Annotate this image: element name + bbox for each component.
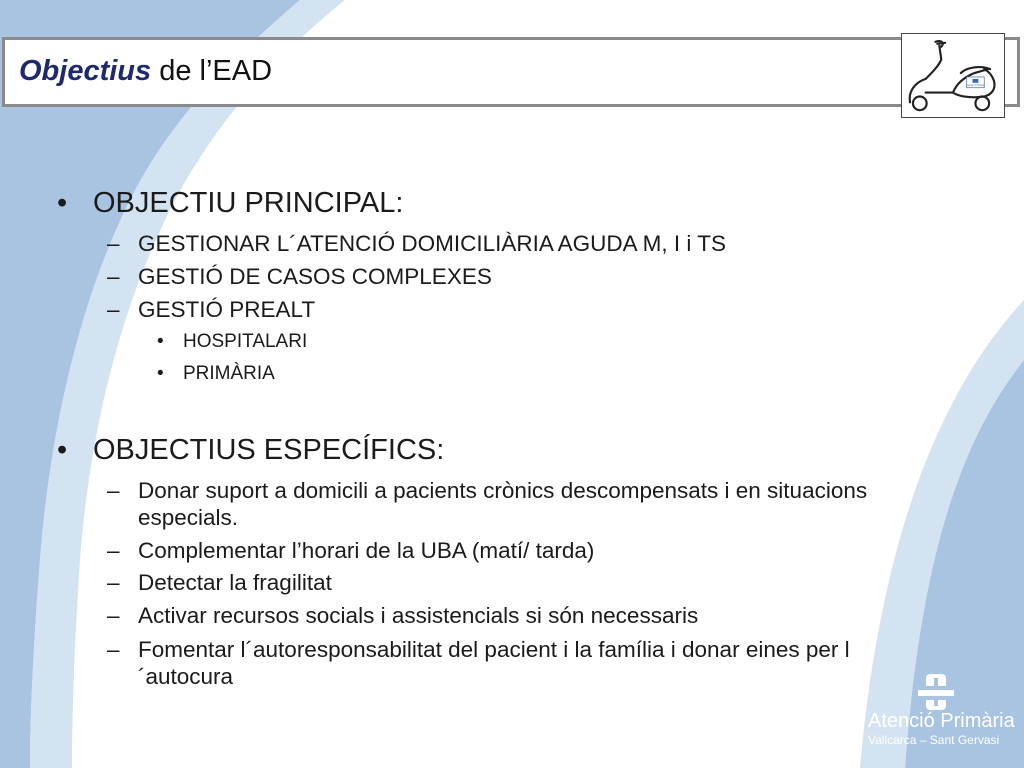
dash: – [107,297,120,322]
list-item-text: Donar suport a domicili a pacients crònics descompensats i en situacions especials. [138,478,868,530]
dash: – [107,478,120,503]
bullet: • [157,363,164,384]
atencio-primaria-cross-icon [916,672,956,710]
dash: – [107,231,120,256]
dash: – [107,264,120,289]
list-item-text: Fomentar l´autoresponsabilitat del pacient i la família i donar eines per l´autocura [138,637,850,689]
list-item-text: GESTIONAR L´ATENCIÓ DOMICILIÀRIA AGUDA M, I i TS [138,231,727,256]
dash: – [107,637,120,662]
scooter-logo [901,33,1005,118]
dash: – [107,570,120,595]
slide-title [19,55,272,88]
section-heading-text: OBJECTIU PRINCIPAL: [93,187,404,219]
footer-brand-logo [866,672,1016,752]
list-item-text: GESTIÓ PREALT [138,297,316,322]
title-bar [2,37,1020,107]
bullet: • [57,434,68,466]
sub-list-item-text: HOSPITALARI [183,331,308,352]
section-heading-text: OBJECTIUS ESPECÍFICS: [93,434,445,466]
list-item-text: Complementar l’horari de la UBA (matí/ tarda) [138,538,595,563]
slide-title-emphasis: Objectius [19,55,152,87]
dash: – [107,538,120,563]
dash: – [107,603,120,628]
svg-text:Atenció Primària: Atenció Primària [966,84,985,88]
bullet: • [157,331,164,352]
list-item-text: GESTIÓ DE CASOS COMPLEXES [138,264,492,289]
sub-list-item-text: PRIMÀRIA [183,363,275,384]
slide-title-rest: de l’EAD [151,55,273,87]
brand-subtitle: Vallcarca – Sant Gervasi [868,733,1000,747]
bullet: • [57,187,68,219]
brand-name: Atenció Primària [868,710,1015,732]
list-item-text: Activar recursos socials i assistencials si són necessaris [138,603,699,628]
list-item-text: Detectar la fragilitat [138,570,332,595]
scooter-icon [902,34,1004,117]
